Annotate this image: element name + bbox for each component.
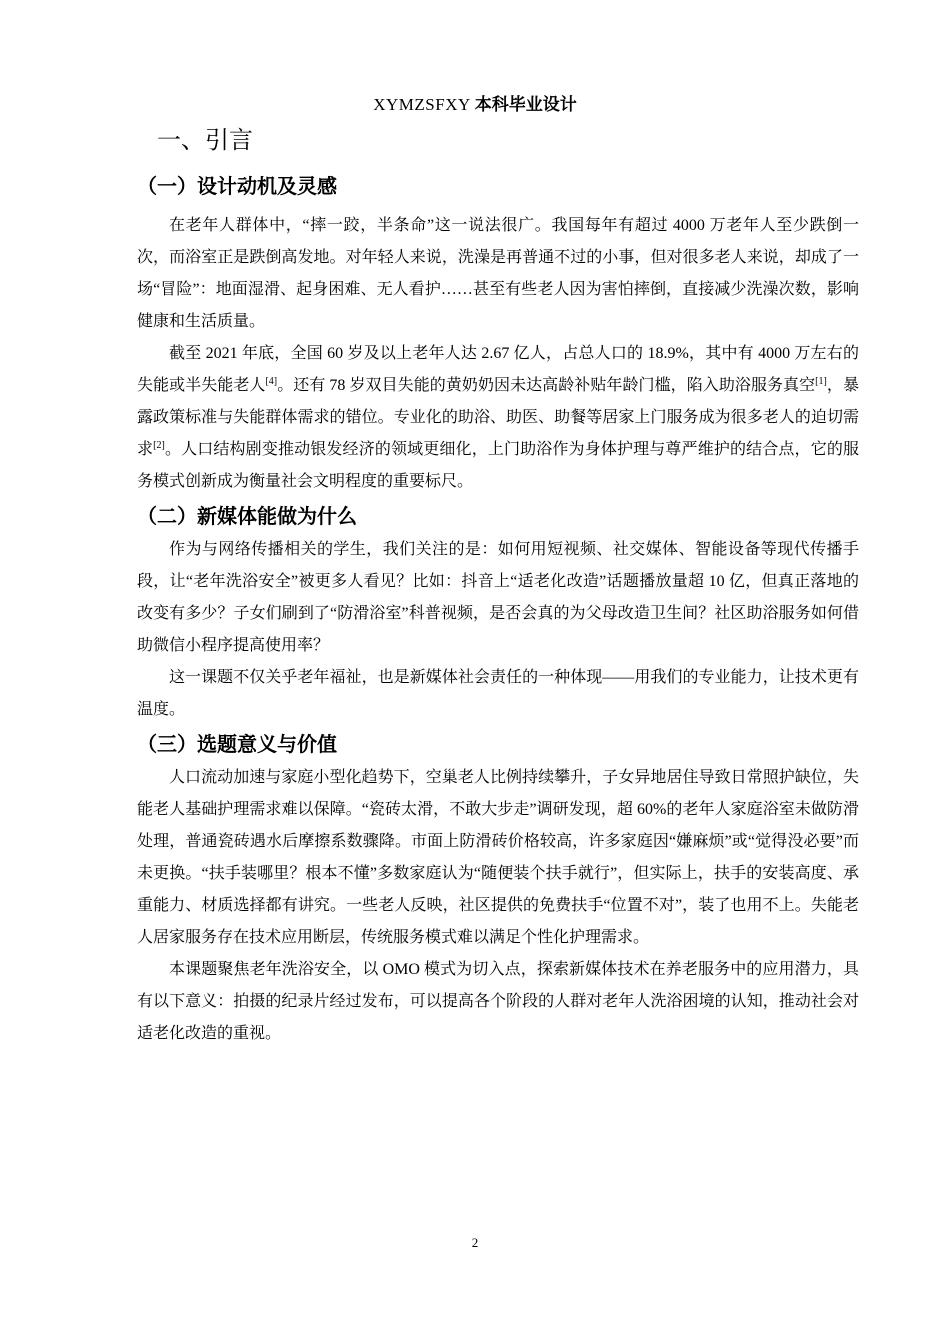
- paragraph: [137, 662, 859, 726]
- paragraph-text: 这一课题不仅关乎老年福祉，也是新媒体社会责任的一种体现——用我们的专业能力，让技术更有温度。: [137, 669, 859, 718]
- running-header: [0, 93, 950, 117]
- paragraph-text: 作为与网络传播相关的学生，我们关注的是：如何用短视频、社交媒体、智能设备等现代传播手段，让“老年洗浴安全”被更多人看见？比如：抖音上“适老化改造”话题播放量超 10 亿，但真正落地的改变有多少？子女们刷到了“防滑浴室”科普视频，是否会真的为父母改造卫生间？社区助浴服务如何借助微信小程序提高使用率？: [137, 541, 859, 654]
- citation-marker[interactable]: [4]: [265, 376, 278, 387]
- citation-marker[interactable]: [2]: [153, 440, 165, 451]
- section-heading-motivation: （一）设计动机及灵感: [137, 174, 337, 198]
- section-heading-significance: （三）选题意义与价值: [137, 732, 337, 756]
- paragraph: [137, 338, 859, 498]
- section-heading-new-media: （二）新媒体能做为什么: [137, 504, 357, 528]
- paragraph-text: 。人口结构剧变推动银发经济的领域更细化，上门助浴作为身体护理与尊严维护的结合点，它的服务模式创新成为衡量社会文明程度的重要标尺。: [137, 441, 859, 490]
- header-title: 本科毕业设计: [474, 95, 577, 115]
- paragraph: [137, 954, 859, 1050]
- header-code: XYMZSFXY: [373, 95, 471, 114]
- paragraph-text: 在老年人群体中，“摔一跤，半条命”这一说法很广。我国每年有超过 4000 万老年人至少跌倒一次，而浴室正是跌倒高发地。对年轻人来说，洗澡是再普通不过的小事，但对很多老人来说，却成了一场“冒险”：地面湿滑、起身困难、无人看护……甚至有些老人因为害怕摔倒，直接减少洗澡次数，影响健康和生活质量。: [137, 217, 859, 330]
- paragraph-text: ，暴露政策标准与失能群体需求的错位。专业化的助浴、助医、助餐等居家上门服务成为很多老人的迫切需求: [137, 377, 859, 458]
- paragraph-text: 截至 2021 年底，全国 60 岁及以上老年人达 2.67 亿人，占总人口的 18.9%，其中有 4000 万左右的失能或半失能老人: [137, 345, 859, 394]
- paragraph-text: 。还有 78 岁双目失能的黄奶奶因未达高龄补贴年龄门槛，陷入助浴服务真空: [277, 377, 816, 394]
- paragraph-text: 本课题聚焦老年洗浴安全，以 OMO 模式为切入点，探索新媒体技术在养老服务中的应用潜力，具有以下意义：拍摄的纪录片经过发布，可以提高各个阶段的人群对老年人洗浴困境的认知，推动社会对适老化改造的重视。: [137, 961, 859, 1042]
- paragraph: [137, 762, 859, 954]
- paragraph-text: 人口流动加速与家庭小型化趋势下，空巢老人比例持续攀升，子女异地居住导致日常照护缺位，失能老人基础护理需求难以保障。“瓷砖太滑，不敢大步走”调研发现，超 60%的老年人家庭浴室未做防滑处理，普通瓷砖遇水后摩擦系数骤降。市面上防滑砖价格较高，许多家庭因“嫌麻烦”或“觉得没必要”而未更换。“扶手装哪里？根本不懂”多数家庭认为“随便装个扶手就行”，但实际上，扶手的安装高度、承重能力、材质选择都有讲究。一些老人反映，社区提供的免费扶手“位置不对”，装了也用不上。失能老人居家服务存在技术应用断层，传统服务模式难以满足个性化护理需求。: [137, 769, 859, 946]
- citation-marker[interactable]: [1]: [815, 376, 827, 387]
- page-number: 2: [471, 1235, 479, 1250]
- paragraph: [137, 210, 859, 338]
- chapter-title: 一、引言: [157, 126, 253, 154]
- page-content: [137, 120, 859, 1050]
- paragraph: [137, 534, 859, 662]
